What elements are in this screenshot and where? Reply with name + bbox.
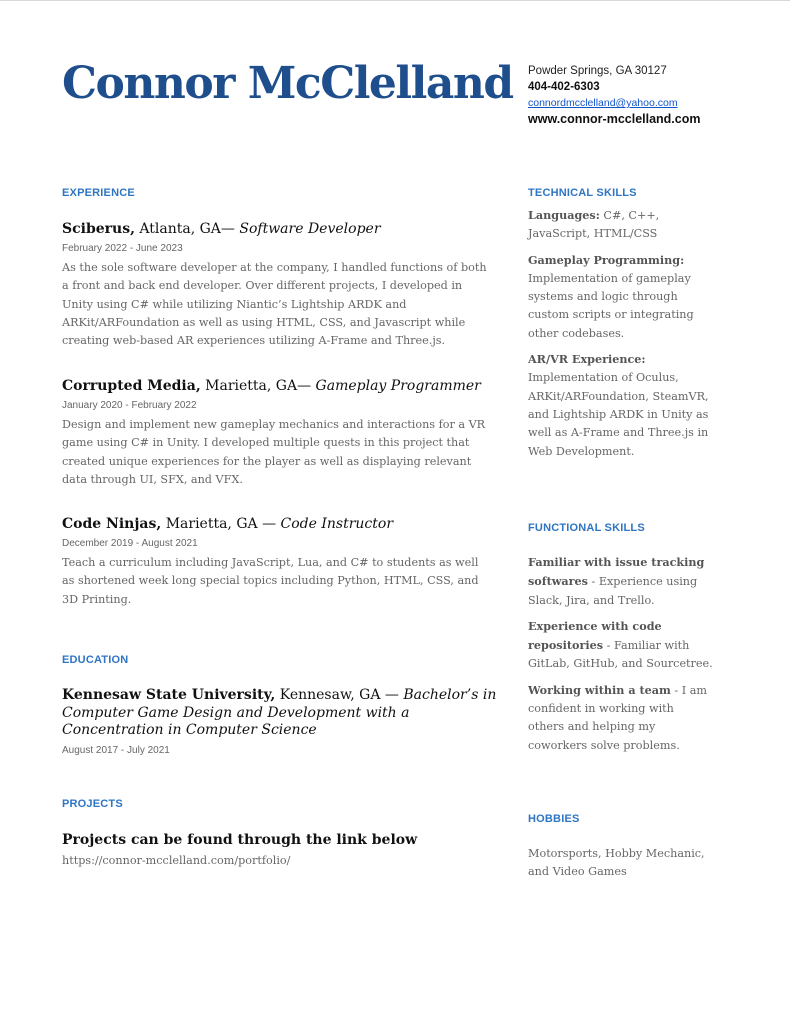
- skill-label: Experience with code repositories: [528, 618, 662, 653]
- education-location: Kennesaw, GA —: [275, 687, 404, 703]
- skill-label: Familiar with issue tracking softwares: [528, 555, 705, 589]
- hobbies-heading: HOBBIES: [528, 813, 580, 825]
- projects-entry: [62, 831, 502, 867]
- job-description: Design and implement new gameplay mechanics and interactions for a VR game using C# in Unity. I developed multiple quests in this project that created unique experiences for the player as well as displaying relevant data through UI, SFX, and VFX.: [62, 418, 486, 486]
- education-heading: EDUCATION: [62, 654, 129, 666]
- job-title: [62, 515, 492, 533]
- skill-text: - I am confident in working with others and helping my coworkers solve problems.: [528, 683, 707, 752]
- portfolio-link[interactable]: https://connor-mcclelland.com/portfolio/: [62, 854, 291, 867]
- skill-item-arvr: [528, 350, 713, 461]
- job-description: As the sole software developer at the company, I handled functions of both a front and back end developer. Over different projects, I developed in Unity using C# while utilizing Niantic’s Lightship ARDK and ARKit/ARFoundation as well as using HTML, CSS, and Javascript while creating web-based AR experiences utilizing A-Frame and Three.js.: [62, 261, 487, 348]
- contact-website[interactable]: www.connor-mcclelland.com: [528, 112, 701, 126]
- contact-address: Powder Springs, GA 30127: [528, 65, 667, 77]
- experience-heading: EXPERIENCE: [62, 187, 135, 199]
- skill-item-gameplay: [528, 251, 713, 343]
- skill-label: Gameplay Programming:: [528, 252, 685, 267]
- projects-title: Projects can be found through the link below: [62, 832, 418, 848]
- job-company: Sciberus,: [62, 221, 135, 237]
- functional-skills-heading: FUNCTIONAL SKILLS: [528, 522, 645, 534]
- education-dates: August 2017 - July 2021: [62, 744, 170, 756]
- skill-item-repositories: [528, 617, 713, 674]
- job-location: Atlanta, GA—: [134, 221, 240, 237]
- job-role: Gameplay Programmer: [315, 378, 481, 394]
- education-title: [62, 687, 502, 740]
- job-role: Software Developer: [239, 221, 381, 237]
- job-title: [62, 377, 492, 395]
- hobbies-text: Motorsports, Hobby Mechanic, and Video Games: [528, 847, 705, 879]
- technical-skills-list: [528, 206, 713, 468]
- job-company: Code Ninjas,: [62, 516, 162, 532]
- education-school: Kennesaw State University,: [62, 687, 276, 703]
- contact-email-link[interactable]: connordmcclelland@yahoo.com: [528, 97, 678, 109]
- contact-block: [528, 63, 701, 127]
- page-top-border: [0, 0, 790, 1]
- job-location: Marietta, GA—: [200, 378, 316, 394]
- education-entry: [62, 687, 502, 757]
- skill-text: Implementation of gameplay systems and logic through custom scripts or integrating other codebases.: [528, 271, 694, 340]
- education-degree: Bachelor’s in Computer Game Design and Development with a Concentration in Computer Science: [62, 687, 497, 738]
- job-entry-sciberus: [62, 220, 492, 350]
- job-location: Marietta, GA —: [161, 516, 281, 532]
- job-dates: January 2020 - February 2022: [62, 400, 197, 411]
- job-role: Code Instructor: [280, 516, 394, 532]
- job-dates: February 2022 - June 2023: [62, 243, 183, 254]
- skill-text: Implementation of Oculus, ARKit/ARFoundation, SteamVR, and Lightship ARDK in Unity as well as A-Frame and Three.js in Web Development.: [528, 371, 709, 458]
- skill-label: AR/VR Experience:: [528, 352, 646, 367]
- job-entry-code-ninjas: [62, 515, 492, 609]
- contact-phone: 404-402-6303: [528, 81, 600, 93]
- skill-label: Languages:: [528, 208, 600, 222]
- job-entry-corrupted-media: [62, 377, 492, 489]
- job-title: [62, 220, 492, 238]
- technical-skills-heading: TECHNICAL SKILLS: [528, 187, 637, 199]
- job-company: Corrupted Media,: [62, 378, 201, 394]
- skill-item-issue-tracking: [528, 553, 713, 610]
- functional-skills-list: [528, 553, 713, 762]
- skill-text: - Familiar with GitLab, GitHub, and Sourcetree.: [528, 639, 713, 671]
- job-description: Teach a curriculum including JavaScript, Lua, and C# to students as well as shortened week long special topics including Python, HTML, CSS, and 3D Printing.: [62, 556, 479, 606]
- skill-text: C#, C++, JavaScript, HTML/CSS: [528, 209, 660, 241]
- skill-text: - Experience using Slack, Jira, and Trello.: [528, 575, 698, 607]
- projects-heading: PROJECTS: [62, 798, 123, 810]
- job-dates: December 2019 - August 2021: [62, 538, 198, 549]
- skill-item-languages: [528, 206, 713, 244]
- skill-label: Working within a team: [528, 682, 671, 697]
- resume-name: Connor McClelland: [62, 58, 513, 109]
- skill-item-teamwork: [528, 681, 713, 755]
